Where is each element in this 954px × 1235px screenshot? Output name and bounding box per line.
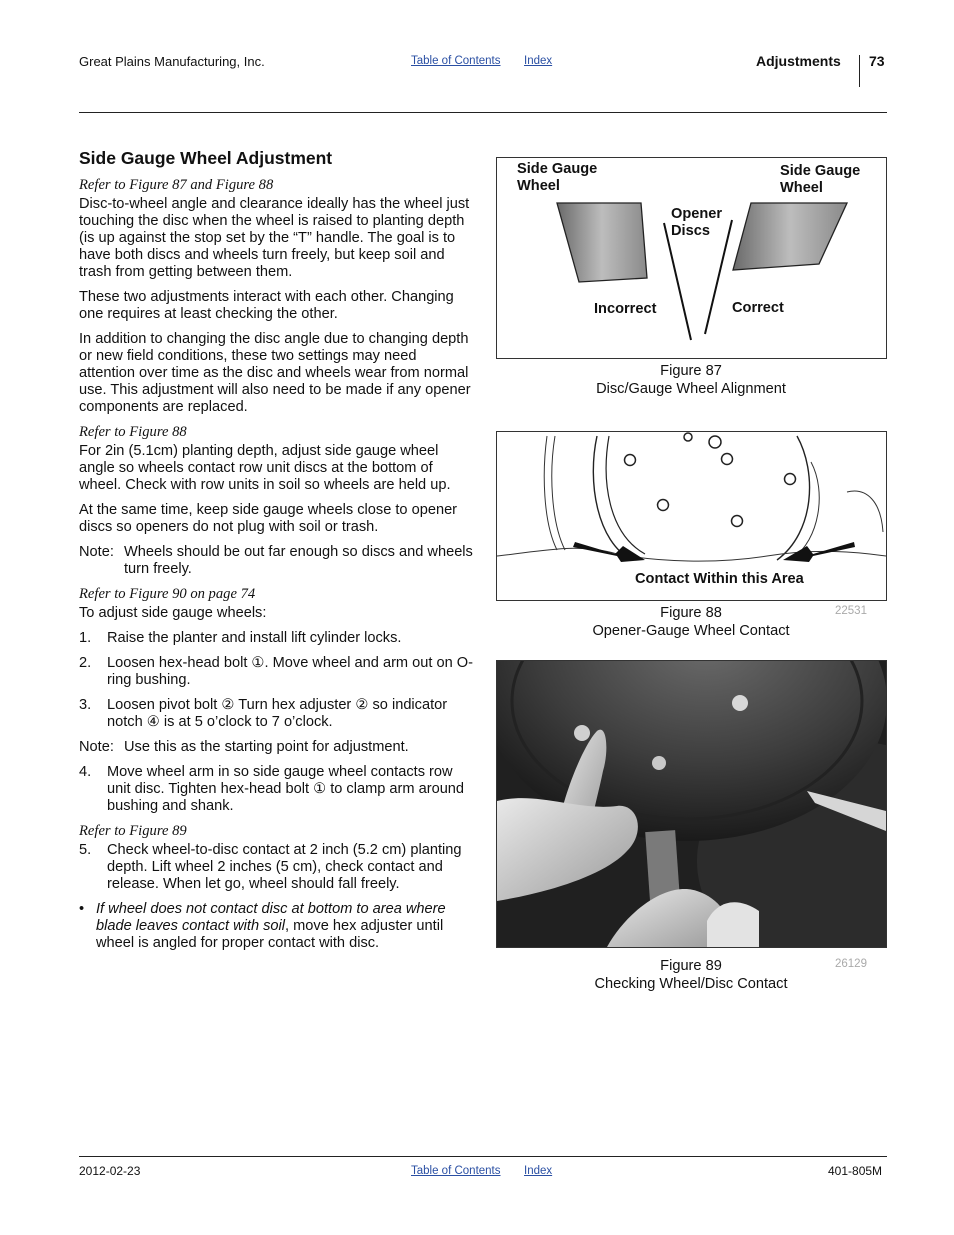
bolt-circle (658, 500, 669, 511)
bolt-circle (722, 454, 733, 465)
footer-index-link[interactable]: Index (524, 1165, 553, 1177)
reference-note: Refer to Figure 89 (79, 823, 187, 839)
step-number: 1. (79, 630, 92, 646)
label-right-gauge-wheel: Side Gauge Wheel (780, 163, 861, 196)
step-text: Loosen hex-head bolt ①. Move wheel and arm out on O-ring bushing. (107, 655, 473, 688)
figure-number: Figure 87 (660, 363, 722, 379)
step-number: 3. (79, 697, 92, 713)
header-rule (79, 112, 887, 113)
step-text: Check wheel-to-disc contact at 2 inch (5.2 cm) planting depth. Lift wheel 2 inches (5 cm), check contact and release. When let go, wheel should fall freely. (107, 842, 462, 892)
bullet-text-italic: If wheel does not contact disc at bottom to area where blade leaves contact with soil (96, 901, 446, 934)
section-title: Adjustments (756, 53, 841, 69)
step-number: 5. (79, 842, 92, 858)
figure-89-image-number: 26129 (835, 958, 867, 970)
note-label: Note: (79, 739, 114, 755)
wheel-bolt (732, 695, 748, 711)
paragraph: To adjust side gauge wheels: (79, 605, 267, 621)
note-text: Use this as the starting point for adjustment. (124, 739, 409, 755)
label-incorrect: Incorrect (594, 301, 657, 317)
wheel-bolt (652, 756, 666, 770)
figure-title: Disc/Gauge Wheel Alignment (596, 381, 786, 397)
label-correct: Correct (732, 300, 784, 316)
step-item (79, 697, 474, 731)
note (79, 544, 474, 578)
bolt-circle (709, 436, 721, 448)
note-label: Note: (79, 544, 114, 560)
bolt-circle (785, 474, 796, 485)
label-opener-discs: Opener Discs (671, 206, 723, 239)
paragraph: Disc-to-wheel angle and clearance ideally has the wheel just touching the disc when the wheel is raised to planting depth (is up against the stop set by the “T” handle. The goal is to have both discs and wheels turn freely, but keep soil and trash from getting between them. (79, 196, 470, 280)
header-index-link[interactable]: Index (524, 55, 553, 67)
footer-toc-link[interactable]: Table of Contents (411, 1165, 501, 1177)
bolt-circle (625, 455, 636, 466)
figure-title: Checking Wheel/Disc Contact (594, 976, 788, 992)
left-gauge-wheel-shape (557, 203, 647, 282)
reference-note: Refer to Figure 88 (79, 424, 187, 440)
figure-title: Opener-Gauge Wheel Contact (592, 623, 790, 639)
wheel-bolt (574, 725, 590, 741)
bolt-circle (684, 433, 692, 441)
figure-89-photo (496, 660, 887, 948)
step-item (79, 655, 474, 689)
figure-88-image-number: 22531 (835, 605, 867, 617)
reference-note: Refer to Figure 90 on page 74 (79, 586, 256, 602)
bullet-text: , move hex adjuster until wheel is angled for proper contact with disc. (96, 918, 444, 951)
wheel-disc-photo-illustration (497, 661, 886, 947)
company-name: Great Plains Manufacturing, Inc. (79, 54, 265, 69)
label-contact-area: Contact Within this Area (635, 571, 804, 587)
figure-89-caption (496, 957, 886, 993)
step-text: Loosen pivot bolt ② Turn hex adjuster ② so indicator notch ④ is at 5 o’clock to 7 o’clock. (107, 697, 448, 730)
page-number: 73 (869, 53, 885, 69)
reference-note: Refer to Figure 87 and Figure 88 (79, 177, 274, 193)
note (79, 739, 474, 756)
page-heading: Side Gauge Wheel Adjustment (79, 148, 333, 168)
step-text: Move wheel arm in so side gauge wheel contacts row unit disc. Tighten hex-head bolt ① to clamp arm around bushing and shank. (107, 764, 465, 814)
figure-88-diagram (496, 431, 887, 601)
step-text: Raise the planter and install lift cylinder locks. (107, 630, 402, 646)
step-item (79, 764, 474, 815)
bullet-mark: • (79, 901, 85, 917)
header-separator (859, 55, 860, 87)
paragraph: For 2in (5.1cm) planting depth, adjust side gauge wheel angle so wheels contact row unit discs at the bottom of wheel. Check with row units in soil so wheels are held up. (79, 443, 451, 493)
paragraph: These two adjustments interact with each other. Changing one requires at least checking the other. (79, 289, 454, 322)
footer-rule (79, 1156, 887, 1157)
figure-87-caption (496, 362, 886, 398)
paragraph: At the same time, keep side gauge wheels close to opener discs so openers do not plug with soil or trash. (79, 502, 458, 535)
header-toc-link[interactable]: Table of Contents (411, 55, 501, 67)
step-number: 2. (79, 655, 92, 671)
step-number: 4. (79, 764, 92, 780)
note-text: Wheels should be out far enough so discs and wheels turn freely. (124, 544, 473, 577)
doc-number: 401-805M (828, 1164, 883, 1178)
step-item (79, 630, 474, 647)
figure-number: Figure 88 (660, 605, 722, 621)
footer-date: 2012-02-23 (79, 1164, 141, 1178)
left-disc-line (664, 223, 691, 340)
bolt-circle (732, 516, 743, 527)
paragraph: In addition to changing the disc angle due to changing depth or new field conditions, these two settings may need attention over time as the disc and wheels wear from normal use. This adjustment will also need to be made if any opener components are replaced. (79, 331, 471, 415)
figure-88-caption (496, 604, 886, 640)
step-item (79, 842, 474, 893)
right-gauge-wheel-shape (733, 203, 847, 270)
figure-number: Figure 89 (660, 958, 722, 974)
figure-87-diagram (496, 157, 887, 359)
bullet-item (79, 901, 474, 952)
main-text-column (79, 150, 474, 960)
label-left-gauge-wheel: Side Gauge Wheel (517, 161, 598, 194)
